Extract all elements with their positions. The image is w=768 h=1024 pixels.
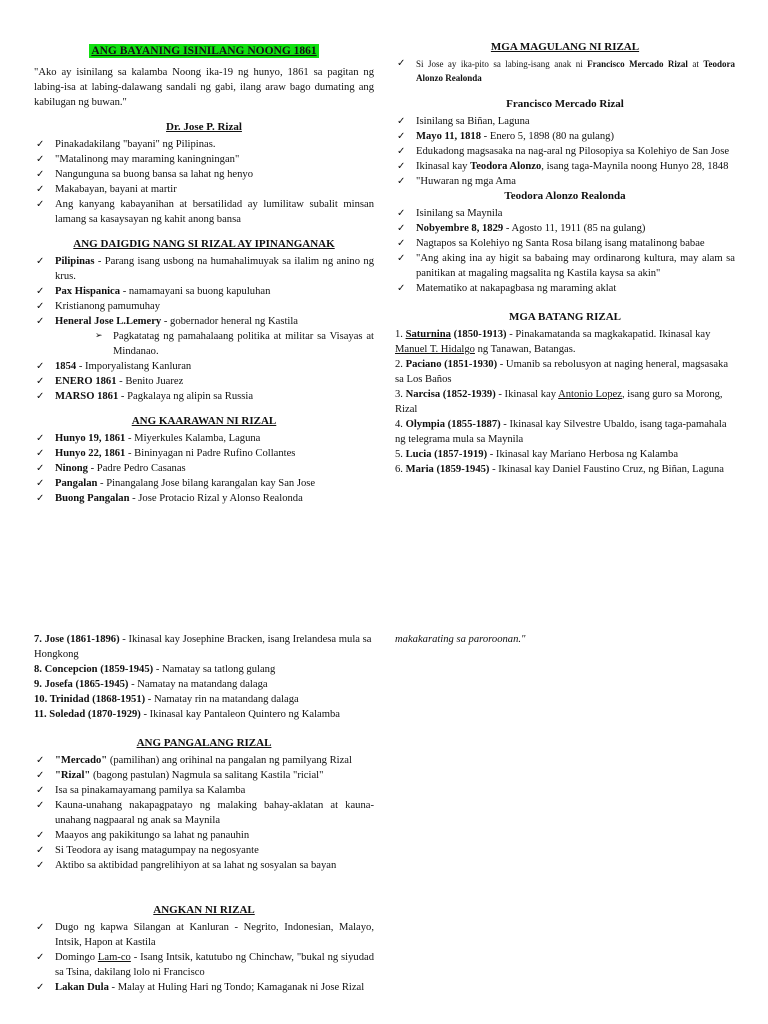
list-item: ✓ Buong Pangalan - Jose Protacio Rizal y Alonso Realonda <box>34 491 374 506</box>
batang-heading: MGA BATANG RIZAL <box>508 311 622 323</box>
list-item: 7. Jose (1861-1896) - Ikinasal kay Josephine Bracken, isang Irelandesa mula sa Hongkong <box>34 634 372 660</box>
list-item: ✓ Mayo 11, 1818 - Enero 5, 1898 (80 na gulang) <box>395 129 735 144</box>
list-item: ✓ Pinakadakilang "bayani" ng Pilipinas. <box>34 137 374 152</box>
list-item: ✓ "Mercado" (pamilihan) ang orihinal na pangalan ng pamilyang Rizal <box>34 753 374 768</box>
list-item: 1. Saturnina (1850-1913) - Pinakamatanda sa magkakapatid. Ikinasal kay Manuel T. Hidalgo ng Tanawan, Batangas. <box>395 329 711 355</box>
list-item: ✓ "Ang aking ina ay higit sa babaing may ordinarong kultura, may alam sa panitikan at magaling magsalita ng Kastila kaysa sa akin" <box>395 251 735 281</box>
batang-list <box>395 327 735 477</box>
magulang-heading: MGA MAGULANG NI RIZAL <box>490 41 640 53</box>
kaarawan-heading: ANG KAARAWAN NI RIZAL <box>131 415 277 427</box>
list-item: ✓ Isinilang sa Biñan, Laguna <box>395 114 735 129</box>
list-item: ✓ Makabayan, bayani at martir <box>34 182 374 197</box>
list-item: ✓ Nobyembre 8, 1829 - Agosto 11, 1911 (85 na gulang) <box>395 221 735 236</box>
pangalang-list <box>34 753 374 873</box>
list-item: 5. Lucia (1857-1919) - Ikinasal kay Mariano Herbosa ng Kalamba <box>395 449 679 460</box>
list-item: 2. Paciano (1851-1930) - Umanib sa rebolusyon at naging heneral, magsasaka sa Los Baños <box>395 359 729 385</box>
list-item: ✓ Edukadong magsasaka na nag-aral ng Pilosopiya sa Kolehiyo de San Jose <box>395 144 735 159</box>
francisco-list <box>395 114 735 189</box>
daigdig-list <box>34 254 374 404</box>
angkan-heading: ANGKAN NI RIZAL <box>153 904 255 916</box>
list-item: ✓ Hunyo 19, 1861 - Miyerkules Kalamba, Laguna <box>34 431 374 446</box>
rizal-heading: Dr. Jose P. Rizal <box>166 121 242 133</box>
list-item: ✓ Pangalan - Pinangalang Jose bilang karangalan kay San Jose <box>34 476 374 491</box>
birth-quote: "Ako ay isinilang sa kalamba Noong ika-19 ng hunyo, 1861 sa pagitan ng labing-isa at labing-dalawang sandali ng gabi, ilang araw bago dumating ang kabilugan ng buwan." <box>34 67 374 108</box>
list-item: 8. Concepcion (1859-1945) - Namatay sa tatlong gulang <box>34 664 276 675</box>
list-item: ✓ Nagtapos sa Kolehiyo ng Santa Rosa bilang isang matalinong babae <box>395 236 735 251</box>
list-item: ✓ Pilipinas - Parang isang usbong na humahalimuyak sa ilalim ng anino ng krus. <box>34 254 374 284</box>
left-top-column <box>34 44 374 506</box>
main-title: ANG BAYANING ISINILANG NOONG 1861 <box>91 45 317 57</box>
list-item: ✓ 1854 - Imporyalistang Kanluran <box>34 359 374 374</box>
list-item: ✓ Ang kanyang kabayanihan at bersatilidad ay lumilitaw subalit minsan lamang sa kasaysayan ng kahit anong bansa <box>34 197 374 227</box>
list-item: ✓ ENERO 1861 - Benito Juarez <box>34 374 374 389</box>
sub-list <box>55 329 374 359</box>
list-item: ✓ Isa sa pinakamayamang pamilya sa Kalamba <box>34 783 374 798</box>
list-item: ✓ Si Teodora ay isang matagumpay na negosyante <box>34 843 374 858</box>
list-item: ✓ Dugo ng kapwa Silangan at Kanluran - Negrito, Indonesian, Malayo, Intsik, Hapon at Kastila <box>34 920 374 950</box>
list-item: ✓ Kristianong pamumuhay <box>34 299 374 314</box>
list-item: ✓ Ikinasal kay Teodora Alonzo, isang taga-Maynila noong Hunyo 28, 1848 <box>395 159 735 174</box>
list-item: 11. Soledad (1870-1929) - Ikinasal kay Pantaleon Quintero ng Kalamba <box>34 709 340 720</box>
right-top-column <box>395 40 735 477</box>
list-item: 3. Narcisa (1852-1939) - Ikinasal kay Antonio Lopez, isang guro sa Morong, Rizal <box>395 389 723 415</box>
right-bottom-column <box>395 632 735 647</box>
pangalang-heading: ANG PANGALANG RIZAL <box>136 737 272 749</box>
list-item: ✓ Isinilang sa Maynila <box>395 206 735 221</box>
list-item: ✓ Kauna-unahang nakapagpatayo ng malaking bahay-aklatan at kauna-unahang nagpaaral ng anak sa Maynila <box>34 798 374 828</box>
teodora-list <box>395 206 735 296</box>
list-item: ✓ "Matalinong may maraming kaningningan" <box>34 152 374 167</box>
list-item: 9. Josefa (1865-1945) - Namatay na matandang dalaga <box>34 679 268 690</box>
list-item: ✓ Lakan Dula - Malay at Huling Hari ng Tondo; Kamaganak ni Jose Rizal <box>34 980 374 995</box>
left-bottom-column <box>34 632 374 995</box>
list-item: 4. Olympia (1855-1887) - Ikinasal kay Silvestre Ubaldo, isang taga-pamahala ng telegrama mula sa Maynila <box>395 419 727 445</box>
list-item: ✓ Si Jose ay ika-pito sa labing-isang anak ni Francisco Mercado Rizal at Teodora Alonzo Realonda <box>395 57 735 85</box>
list-item: ✓ Nangunguna sa buong bansa sa lahat ng henyo <box>34 167 374 182</box>
list-item: 10. Trinidad (1868-1951) - Namatay rin na matandang dalaga <box>34 694 299 705</box>
list-item: ✓ Ninong - Padre Pedro Casanas <box>34 461 374 476</box>
list-item: ✓ Pax Hispanica - namamayani sa buong kapuluhan <box>34 284 374 299</box>
teodora-heading: Teodora Alonzo Realonda <box>504 190 626 202</box>
list-item: ✓ Matematiko at nakapagbasa ng maraming aklat <box>395 281 735 296</box>
list-item: ✓ "Rizal" (bagong pastulan) Nagmula sa salitang Kastila "ricial" <box>34 768 374 783</box>
list-item: ✓ "Huwaran ng mga Ama <box>395 174 735 189</box>
magulang-list <box>395 57 735 85</box>
kaarawan-list <box>34 431 374 506</box>
list-item: ✓ Heneral Jose L.Lemery - gobernador heneral ng Kastila ➢ Pagkatatag ng pamahalaang politika at militar sa Visayas at Mindanao. <box>34 314 374 359</box>
rizal-list <box>34 137 374 227</box>
list-item: ✓ MARSO 1861 - Pagkalaya ng alipin sa Russia <box>34 389 374 404</box>
list-item: ✓ Maayos ang pakikitungo sa lahat ng panauhin <box>34 828 374 843</box>
list-item: 6. Maria (1859-1945) - Ikinasal kay Daniel Faustino Cruz, ng Biñan, Laguna <box>395 464 724 475</box>
sub-list-item: ➢ Pagkatatag ng pamahalaang politika at militar sa Visayas at Mindanao. <box>95 329 374 359</box>
quote-continuation: makakarating sa paroroonan." <box>395 634 526 645</box>
francisco-heading: Francisco Mercado Rizal <box>506 98 624 110</box>
daigdig-heading: ANG DAIGDIG NANG SI RIZAL AY IPINANGANAK <box>73 238 335 250</box>
list-item: ✓ Domingo Lam-co - Isang Intsik, katutubo ng Chinchaw, "bukal ng siyudad sa Tsina, dakilang lolo ni Francisco <box>34 950 374 980</box>
angkan-list <box>34 920 374 995</box>
list-item: ✓ Hunyo 22, 1861 - Bininyagan ni Padre Rufino Collantes <box>34 446 374 461</box>
batang-list-continued <box>34 632 374 722</box>
list-item: ✓ Aktibo sa aktibidad pangrelihiyon at sa lahat ng sosyalan sa bayan <box>34 858 374 873</box>
